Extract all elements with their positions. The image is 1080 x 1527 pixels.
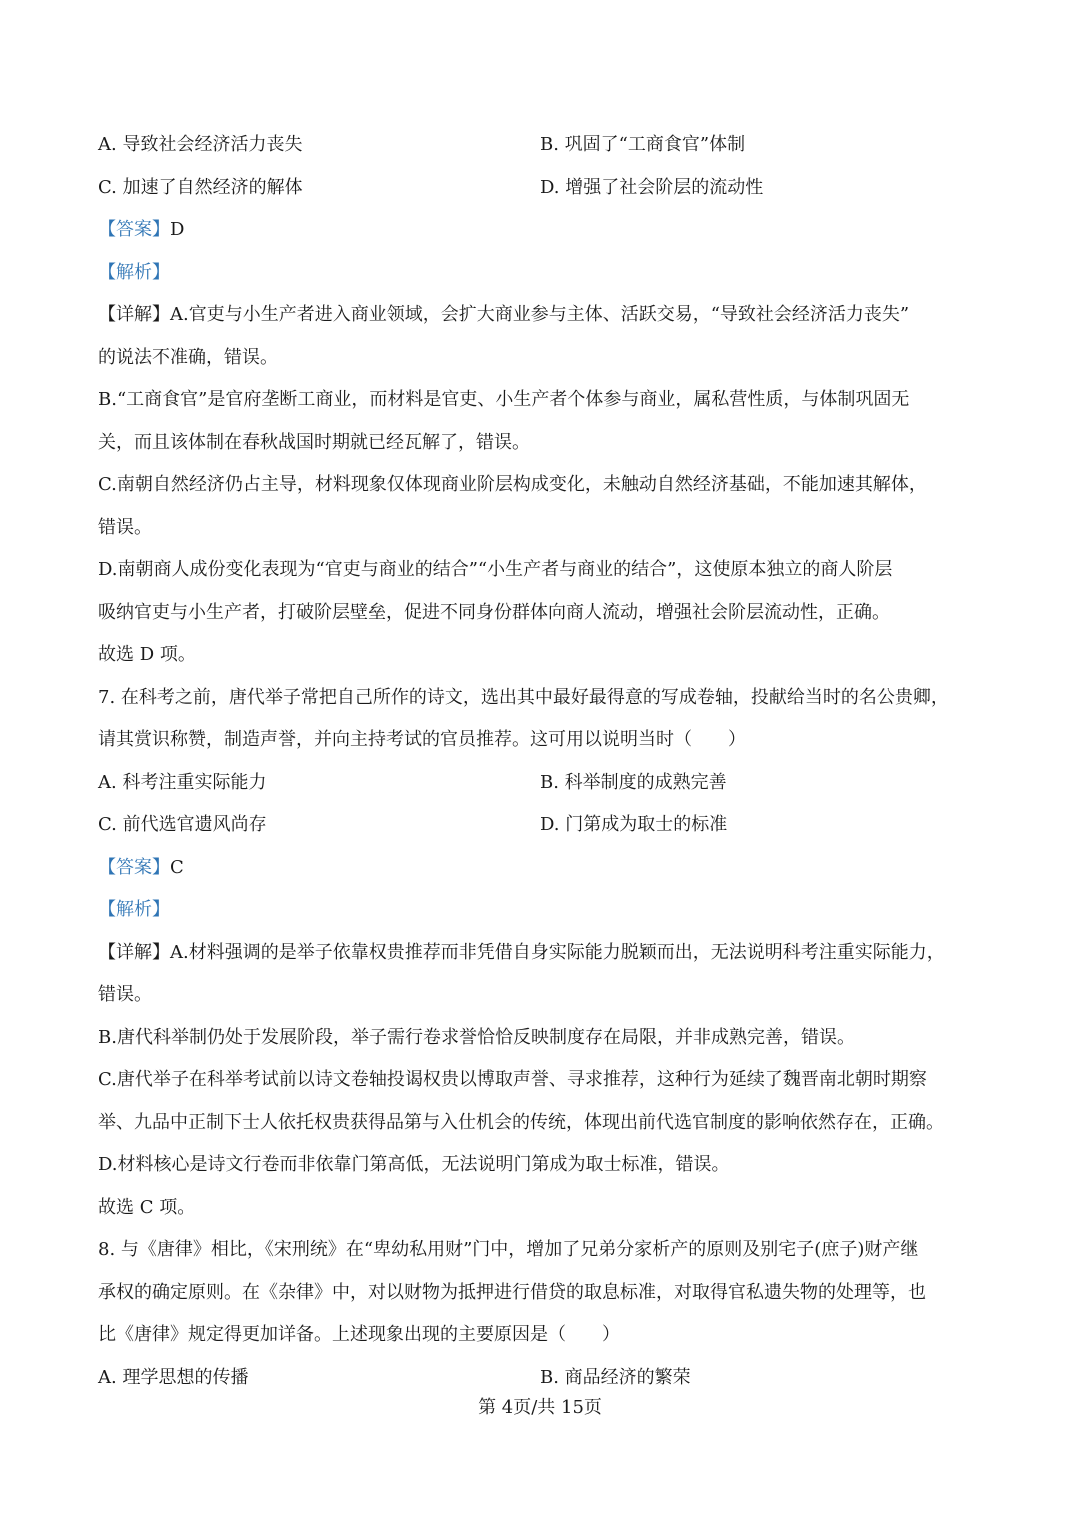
q6-detail-line: 错误。 <box>98 517 152 538</box>
q6-option-d: D. 增强了社会阶层的流动性 <box>540 177 764 198</box>
q7-answer <box>98 856 184 880</box>
q6-detail-line: 的说法不准确，错误。 <box>98 347 278 368</box>
answer-value: C <box>170 857 184 878</box>
q7-option-b: B. 科举制度的成熟完善 <box>540 772 727 793</box>
q7-detail-line: 错误。 <box>98 984 152 1005</box>
q7-detail-line: D.材料核心是诗文行卷而非依靠门第高低，无法说明门第成为取士标准，错误。 <box>98 1154 730 1175</box>
q8-stem-line: 承权的确定原则。在《杂律》中，对以财物为抵押进行借贷的取息标准，对取得官私遗失物的处理等，也 <box>98 1282 926 1303</box>
q7-option-d: D. 门第成为取士的标准 <box>540 814 728 835</box>
q7-stem-line: 7. 在科考之前，唐代举子常把自己所作的诗文，选出其中最好最得意的写成卷轴，投献给当时的名公贵卿， <box>98 687 949 708</box>
q8-stem-line: 比《唐律》规定得更加详备。上述现象出现的主要原因是（ ） <box>98 1324 620 1345</box>
q7-option-c: C. 前代选官遗风尚存 <box>98 814 267 835</box>
q6-option-a: A. 导致社会经济活力丧失 <box>98 134 303 155</box>
q6-option-b: B. 巩固了“工商食官”体制 <box>540 134 746 155</box>
q6-analysis-tag: 【解析】 <box>98 262 170 283</box>
q6-detail-line: D.南朝商人成份变化表现为“官吏与商业的结合”“小生产者与商业的结合”，这使原本独立的商人阶层 <box>98 559 893 580</box>
q6-detail-line: 吸纳官吏与小生产者，打破阶层壁垒，促进不同身份群体向商人流动，增强社会阶层流动性，正确。 <box>98 602 890 623</box>
page-number-footer: 第 4页/共 15页 <box>478 1397 602 1418</box>
answer-tag: 【答案】 <box>98 219 170 240</box>
q6-conclusion: 故选 D 项。 <box>98 644 196 665</box>
q6-detail-line: B.“工商食官”是官府垄断工商业，而材料是官吏、小生产者个体参与商业，属私营性质，与体制巩固无 <box>98 389 910 410</box>
q7-detail-line: 【详解】A.材料强调的是举子依靠权贵推荐而非凭借自身实际能力脱颖而出，无法说明科考注重实际能力， <box>98 942 945 963</box>
answer-tag: 【答案】 <box>98 857 170 878</box>
q8-option-a: A. 理学思想的传播 <box>98 1367 249 1388</box>
q7-analysis-tag: 【解析】 <box>98 899 170 920</box>
q6-detail-line: 【详解】A.官吏与小生产者进入商业领域，会扩大商业参与主体、活跃交易，“导致社会经济活力丧失” <box>98 304 910 325</box>
q7-option-a: A. 科考注重实际能力 <box>98 772 267 793</box>
q6-detail-line: C.南朝自然经济仍占主导，材料现象仅体现商业阶层构成变化，未触动自然经济基础，不能加速其解体， <box>98 474 927 495</box>
answer-value: D <box>170 219 185 240</box>
q8-stem-line: 8. 与《唐律》相比，《宋刑统》在“卑幼私用财”门中，增加了兄弟分家析产的原则及别宅子(庶子)财产继 <box>98 1239 919 1260</box>
q7-conclusion: 故选 C 项。 <box>98 1197 196 1218</box>
q6-detail-line: 关，而且该体制在春秋战国时期就已经瓦解了，错误。 <box>98 432 530 453</box>
q7-detail-line: B.唐代科举制仍处于发展阶段，举子需行卷求誉恰恰反映制度存在局限，并非成熟完善，错误。 <box>98 1027 855 1048</box>
q8-option-b: B. 商品经济的繁荣 <box>540 1367 691 1388</box>
q6-answer <box>98 218 184 242</box>
q7-stem-line: 请其赏识称赞，制造声誉，并向主持考试的官员推荐。这可用以说明当时（ ） <box>98 729 746 750</box>
q6-option-c: C. 加速了自然经济的解体 <box>98 177 303 198</box>
q7-detail-line: 举、九品中正制下士人依托权贵获得品第与入仕机会的传统，体现出前代选官制度的影响依然存在，正确。 <box>98 1112 944 1133</box>
q7-detail-line: C.唐代举子在科举考试前以诗文卷轴投谒权贵以博取声誉、寻求推荐，这种行为延续了魏晋南北朝时期察 <box>98 1069 927 1090</box>
